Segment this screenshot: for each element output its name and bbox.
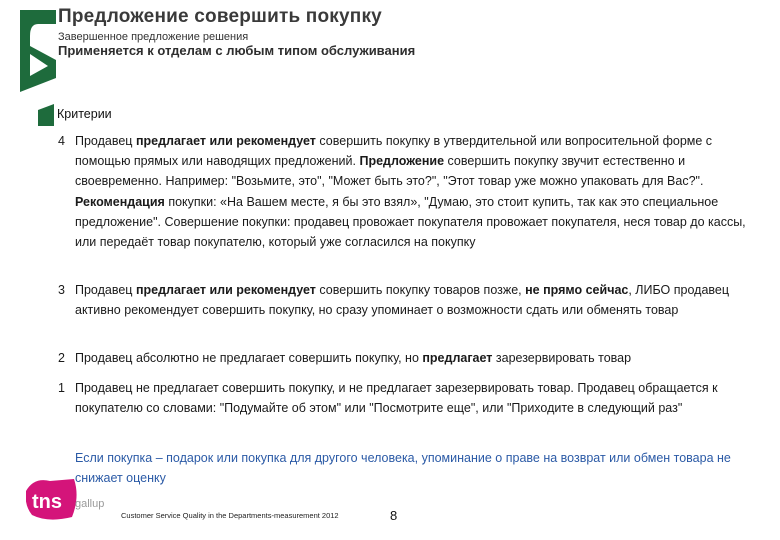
page-subtitle: Завершенное предложение решения: [58, 31, 249, 43]
page-number: 8: [390, 508, 398, 523]
criterion-item-2: [58, 348, 758, 368]
criterion-score: 2: [58, 351, 65, 365]
emphasis-text: предлагает или рекомендует: [135, 283, 316, 297]
criterion-item-3: [58, 280, 758, 320]
page-title: Предложение совершить покупку: [58, 6, 382, 27]
emphasis-text: не прямо сейчас: [525, 283, 629, 297]
brand-chevron-logo: [18, 10, 58, 92]
criteria-heading: Критерии: [57, 107, 112, 121]
criterion-text: Продавец абсолютно не предлагает совершить покупку, но предлагает зарезервировать товар: [75, 351, 632, 365]
emphasis-text: Предложение: [359, 154, 445, 169]
emphasis-text: предлагает или рекомендует: [135, 134, 316, 148]
criterion-item-1: [58, 378, 758, 418]
criterion-score: 1: [58, 381, 65, 395]
criterion-text: Продавец предлагает или рекомендует совершить покупку товаров позже, не прямо сейчас, ЛИБО продавец активно рекомендует совершить покупку, но сразу упоминает о возможности сдать или обменять товар: [75, 283, 730, 318]
criterion-score: 3: [58, 283, 65, 297]
section-bullet-icon: [38, 104, 54, 126]
page-subheading: Применяется к отделам с любым типом обслуживания: [58, 43, 416, 58]
footer-text: Customer Service Quality in the Departments-measurement 2012: [121, 511, 339, 520]
criterion-text: Продавец не предлагает совершить покупку, и не предлагает зарезервировать товар. Продавец обращается к покупателю со словами: "Подумайте об этом" или "Посмотрите еще", или "Приходите в следующий раз": [75, 381, 718, 416]
criterion-item-4: [58, 131, 758, 252]
note-text: Если покупка – подарок или покупка для другого человека, упоминание о праве на возврат или обмен товара не снижает оценку: [75, 451, 731, 485]
criterion-text: Продавец предлагает или рекомендует совершить покупку в утвердительной или вопросительной форме с помощью прямых или наводящих предложений. Предложение совершить покупку звучит естественно и своевременно. Например: "Возьмите, это", "Может быть это?", "Этот товар уже можно упаковать для Вас?". Рекомендация покупки: «На Вашем месте, я бы это взял», "Думаю, это стоит купить, так как это специальное предложение". Совершение покупки: продавец провожает покупателя провожает покупателя, неся товар до кассы, или передаёт товар покупателю, который уже согласился на покупку: [75, 134, 746, 250]
emphasis-text: Рекомендация: [75, 194, 165, 209]
logo-brand-text: tns: [32, 491, 62, 513]
emphasis-text: предлагает: [422, 351, 493, 365]
criterion-score: 4: [58, 134, 65, 148]
tns-gallup-logo: [26, 477, 116, 521]
logo-sub-text: gallup: [75, 498, 105, 510]
